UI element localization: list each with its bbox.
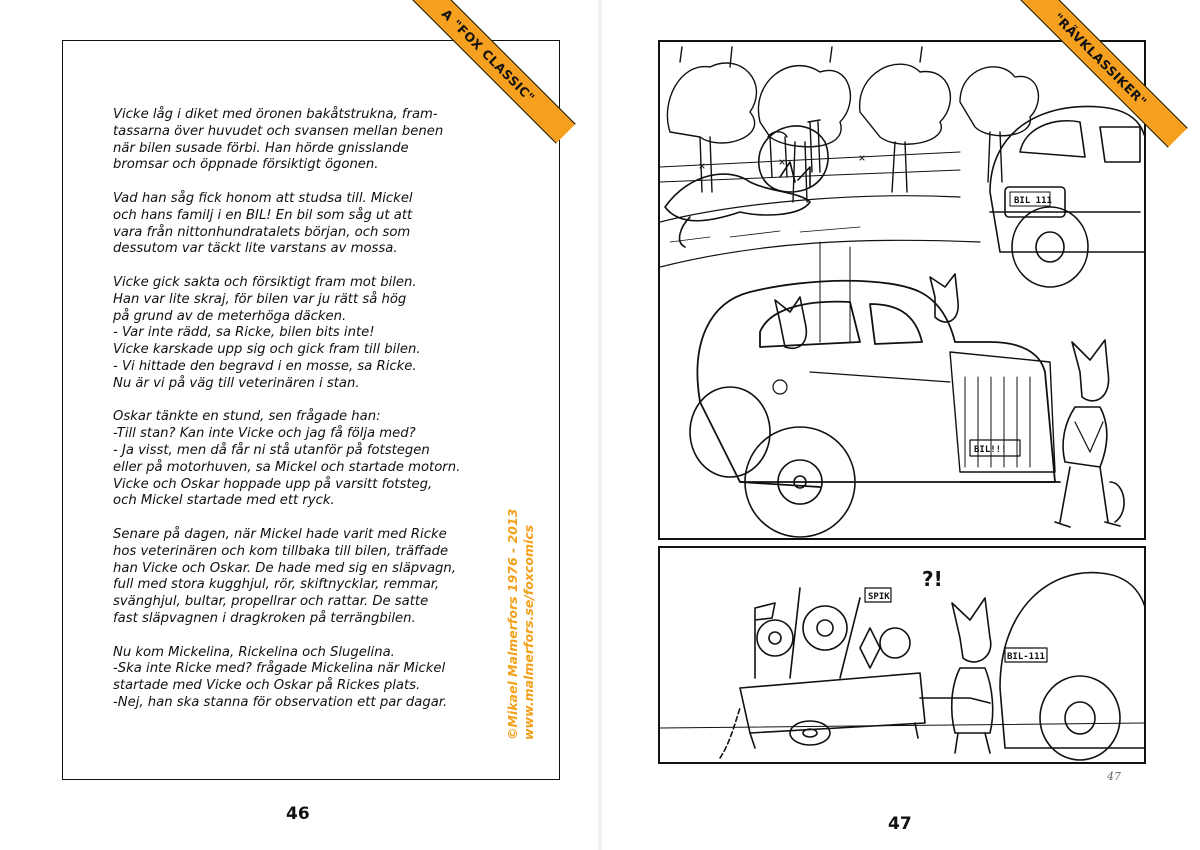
right-page bbox=[602, 0, 1200, 850]
story-line: på grund av de meterhöga däcken. bbox=[113, 308, 347, 324]
story-line: dessutom var täckt lite varstans av mossa. bbox=[113, 241, 398, 257]
story-line: svänghjul, bultar, propellrar och rattar. De satte bbox=[113, 594, 429, 610]
story-text bbox=[113, 107, 513, 728]
page-number-right: 47 bbox=[888, 814, 912, 834]
story-line: hos veterinären och kom tillbaka till bilen, träffade bbox=[113, 543, 449, 559]
tree-line bbox=[667, 47, 1038, 202]
copyright-url: www.malmerfors.se/foxcomics bbox=[521, 524, 536, 740]
spik-sign: SPIK bbox=[868, 592, 890, 602]
story-line: bromsar och öppnade försiktigt ögonen. bbox=[113, 157, 379, 173]
fox-standing-drawing bbox=[1055, 340, 1124, 527]
story-paragraph bbox=[113, 191, 513, 258]
comic-panel-bottom bbox=[658, 546, 1146, 764]
story-line: startade med Vicke och Oskar på Rickes plats. bbox=[113, 678, 421, 694]
story-line: vara från nittonhundratalets början, och som bbox=[113, 224, 411, 240]
fox-classic-banner: A "FOX CLASSIC" bbox=[400, 0, 575, 144]
story-line: och hans familj i en BIL! En bil som såg ut att bbox=[113, 207, 413, 223]
story-paragraph bbox=[113, 527, 513, 628]
story-line: Nu är vi på väg till veterinären i stan. bbox=[113, 375, 360, 391]
story-line: han Vicke och Oskar. De hade med sig en släpvagn, bbox=[113, 560, 456, 576]
handwritten-page-number: 47 bbox=[1107, 770, 1121, 783]
story-line: Vicke och Oskar hoppade upp på varsitt fotsteg, bbox=[113, 476, 433, 492]
story-paragraph bbox=[113, 409, 513, 510]
story-line: Oskar tänkte en stund, sen frågade han: bbox=[113, 409, 381, 425]
page-number-left: 46 bbox=[286, 804, 310, 824]
plate-bottom: BIL-111 bbox=[1007, 652, 1045, 662]
story-paragraph bbox=[113, 275, 513, 393]
story-line: -Ska inte Ricke med? frågade Mickelina när Mickel bbox=[113, 661, 446, 677]
comic-panel-top bbox=[658, 40, 1146, 540]
fox-lying-drawing bbox=[665, 162, 810, 247]
story-line: Senare på dagen, när Mickel hade varit med Ricke bbox=[113, 526, 447, 542]
copyright-line: ©Mikael Malmerfors 1976 - 2013 bbox=[505, 508, 520, 740]
story-line: Vicke karskade upp sig och gick fram till bilen. bbox=[113, 342, 421, 358]
story-line: Han var lite skraj, för bilen var ju rätt så hög bbox=[113, 291, 407, 307]
story-line: och Mickel startade med ett ryck. bbox=[113, 493, 335, 509]
fox-in-car-drawing bbox=[775, 274, 958, 348]
copyright-notice bbox=[505, 509, 537, 740]
story-line: Vicke gick sakta och försiktigt fram mot bilen. bbox=[113, 274, 417, 290]
story-line: - Vi hittade den begravd i en mosse, sa Ricke. bbox=[113, 358, 417, 374]
car-rear-drawing bbox=[1000, 573, 1146, 760]
story-line: - Ja visst, men då får ni stå utanför på fotstegen bbox=[113, 442, 430, 458]
text-frame bbox=[62, 40, 560, 780]
story-line: när bilen susade förbi. Han hörde gnisslande bbox=[113, 140, 409, 156]
story-line: - Var inte rädd, sa Ricke, bilen bits inte! bbox=[113, 325, 375, 341]
story-line: fast släpvagnen i dragkroken på terrängbilen. bbox=[113, 610, 416, 626]
story-line: tassarna över huvudet och svansen mellan benen bbox=[113, 123, 444, 139]
plate-main: BIL!!! bbox=[974, 445, 1007, 455]
confused-fox-drawing bbox=[952, 598, 993, 753]
story-paragraph bbox=[113, 107, 513, 174]
story-line: Nu kom Mickelina, Rickelina och Slugelina. bbox=[113, 644, 395, 660]
story-paragraph bbox=[113, 645, 513, 712]
comic-drawing-bottom bbox=[660, 548, 1146, 764]
left-page bbox=[0, 0, 598, 850]
plate-top: BIL 111 bbox=[1014, 196, 1052, 206]
ravklassiker-banner: "RÄVKLASSIKER" bbox=[1012, 0, 1187, 148]
story-line: full med stora kugghjul, rör, skiftnycklar, remmar, bbox=[113, 577, 440, 593]
story-line: eller på motorhuven, sa Mickel och startade motorn. bbox=[113, 459, 461, 475]
story-line: Vicke låg i diket med öronen bakåtstrukna, fram- bbox=[113, 107, 438, 122]
story-line: -Nej, han ska stanna för observation ett par dagar. bbox=[113, 694, 448, 710]
story-line: -Till stan? Kan inte Vicke och jag få följa med? bbox=[113, 426, 416, 442]
story-line: Vad han såg fick honom att studsa till. Mickel bbox=[113, 190, 413, 206]
comic-drawing-top bbox=[660, 42, 1146, 540]
speech-marks: ?! bbox=[922, 567, 943, 591]
